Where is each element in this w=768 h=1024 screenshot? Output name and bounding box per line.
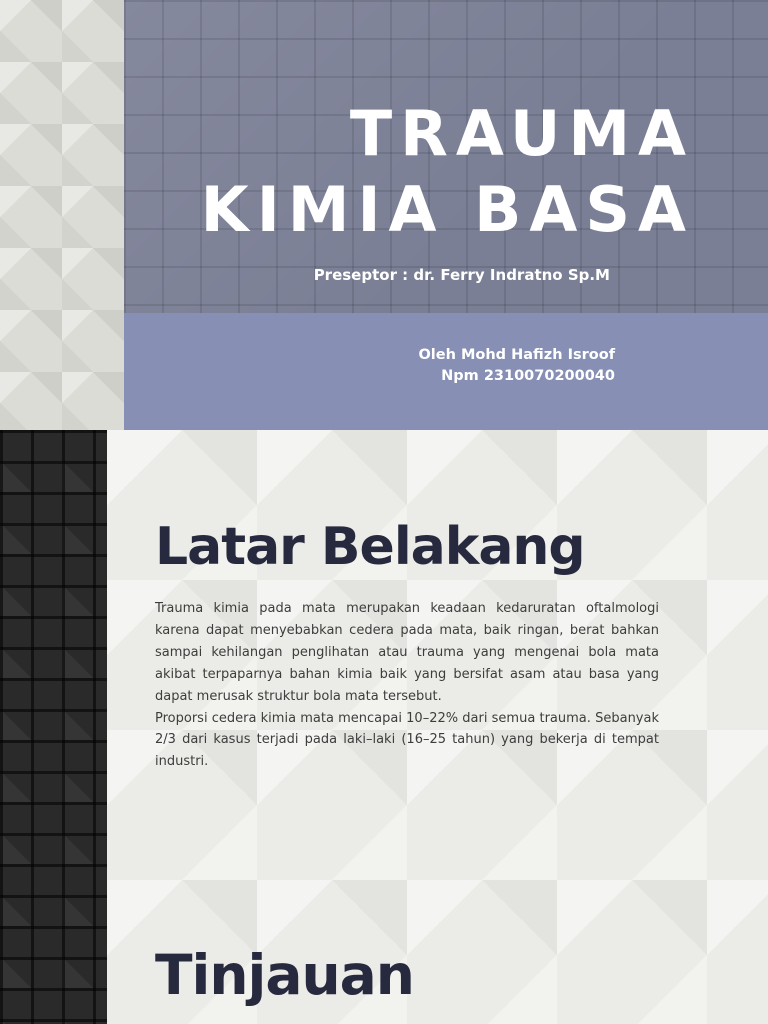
body-paragraph-2: Proporsi cedera kimia mata mencapai 10–22% dari semua trauma. Sebanyak 2/3 dari kasus terjadi pada laki–laki (16–25 tahun) yang bekerja di tempat industri.: [155, 710, 659, 770]
author-info: [418, 345, 615, 387]
author-name: Oleh Mohd Hafizh Isroof: [418, 347, 615, 363]
body-paragraph-1: Trauma kimia pada mata merupakan keadaan kedaruratan oftalmologi karena dapat menyebabkan cedera pada mata, baik ringan, berat bahkan sampai kehilangan penglihatan atau trauma yang mengenai bola mata akibat terpaparnya bahan kimia baik yang bersifat asam atau basa yang dapat merusak struktur bola mata tersebut.: [155, 601, 659, 704]
section-heading-latar-belakang: Latar Belakang: [155, 517, 585, 577]
section-heading-tinjauan: Tinjauan: [155, 943, 414, 1007]
title-line-1: TRAUMA: [349, 97, 694, 170]
section-body: [155, 598, 659, 773]
preseptor-text: Preseptor : dr. Ferry Indratno Sp.M: [313, 266, 610, 284]
title-slide: [0, 0, 768, 430]
decorative-texture-panel: [0, 0, 124, 430]
title-line-2: KIMIA BASA: [200, 173, 694, 246]
presentation-title: [201, 96, 694, 248]
background-slide: [0, 430, 768, 1024]
decorative-dark-cubes: [0, 430, 107, 1024]
author-npm: Npm 2310070200040: [441, 368, 615, 384]
